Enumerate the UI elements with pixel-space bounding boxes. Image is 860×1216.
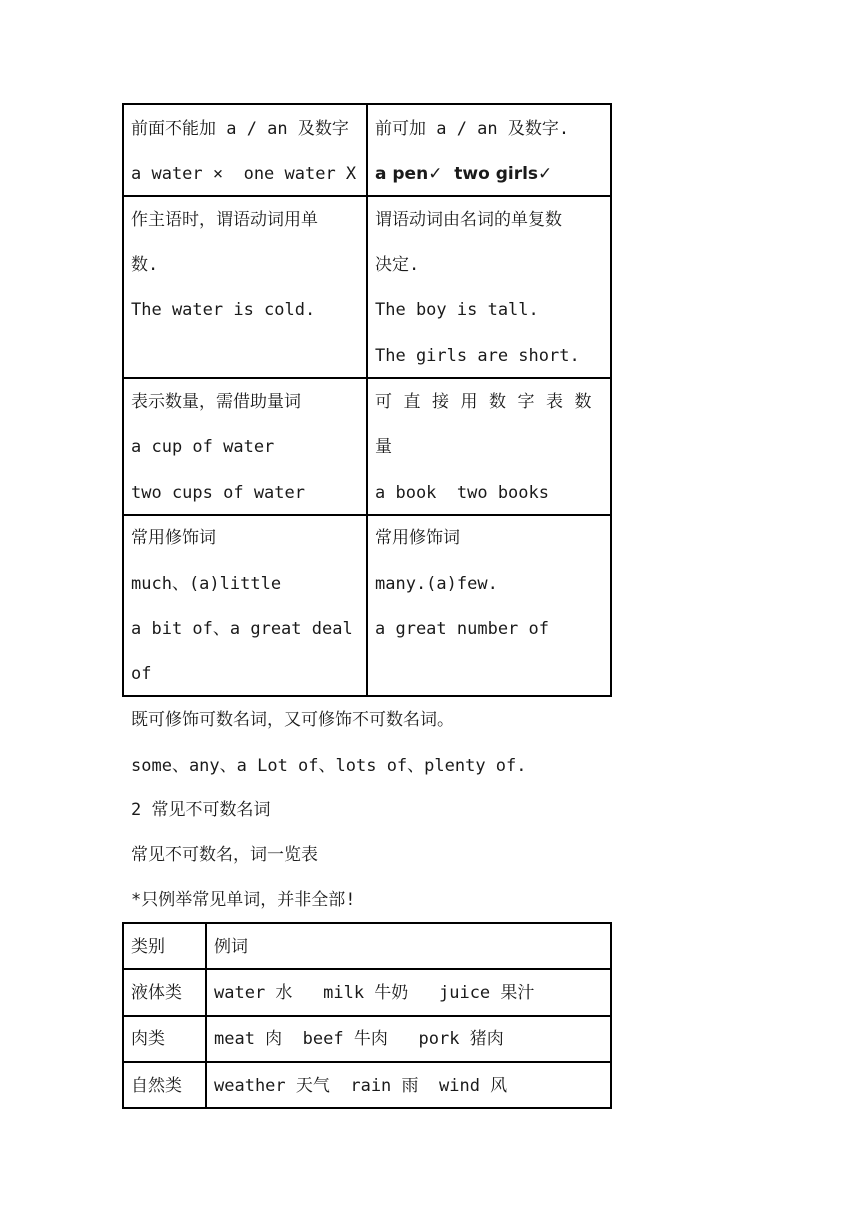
table-rule bbox=[122, 922, 612, 924]
table-cell-text: a great number of bbox=[375, 619, 549, 639]
table-cell-text: 自然类 bbox=[131, 1076, 182, 1096]
table-cell-text: 表示数量，需借助量词 bbox=[131, 392, 301, 412]
table-cell-text: 液体类 bbox=[131, 983, 182, 1003]
table-cell-text: a pen✓ two girls✓ bbox=[375, 164, 553, 184]
table-cell-text: 决定. bbox=[375, 255, 420, 275]
table-header-cell: 类别 bbox=[131, 937, 165, 957]
table-cell-text: much、(a)little bbox=[131, 574, 282, 594]
table-cell-text: 前面不能加 a / an 及数字 bbox=[131, 119, 349, 139]
table-rule bbox=[122, 1107, 612, 1109]
paragraph: 既可修饰可数名词，又可修饰不可数名词。 bbox=[131, 710, 454, 730]
table-rule bbox=[610, 922, 612, 1109]
table-cell-text: water 水 milk 牛奶 juice 果汁 bbox=[214, 983, 535, 1003]
table-cell-text: 常用修饰词 bbox=[375, 528, 460, 548]
table-cell-text: meat 肉 beef 牛肉 pork 猪肉 bbox=[214, 1029, 504, 1049]
table-cell-text: a book two books bbox=[375, 483, 549, 503]
table-cell-text: The water is cold. bbox=[131, 300, 316, 320]
table-cell-text: The girls are short. bbox=[375, 346, 580, 366]
table-cell-text: 前可加 a / an 及数字. bbox=[375, 119, 570, 139]
table-cell-text: 数. bbox=[131, 255, 159, 275]
paragraph: some、any、a Lot of、lots of、plenty of. bbox=[131, 756, 527, 776]
table-cell-text: a cup of water bbox=[131, 437, 275, 457]
table-cell-text: many.(a)few. bbox=[375, 574, 498, 594]
table-rule bbox=[122, 103, 124, 697]
table-cell-text: The boy is tall. bbox=[375, 300, 539, 320]
table-cell-text: of bbox=[131, 664, 152, 684]
table-cell-text: 量 bbox=[375, 437, 392, 457]
section-heading: 2 常见不可数名词 bbox=[131, 800, 271, 820]
table-rule bbox=[122, 1015, 612, 1017]
table-cell-text: a bit of、a great deal bbox=[131, 619, 353, 639]
table-rule bbox=[366, 103, 368, 697]
table-cell-text: two cups of water bbox=[131, 483, 305, 503]
table-rule bbox=[122, 968, 612, 970]
table-cell-text: weather 天气 rain 雨 wind 风 bbox=[214, 1076, 508, 1096]
table-cell-text: 常用修饰词 bbox=[131, 528, 216, 548]
table-cell-text: 作主语时，谓语动词用单 bbox=[131, 210, 318, 230]
note: *只例举常见单词，并非全部! bbox=[131, 890, 356, 910]
table-cell-text: 肉类 bbox=[131, 1029, 165, 1049]
table-rule bbox=[122, 922, 124, 1109]
table-header-cell: 例词 bbox=[214, 937, 248, 957]
table-cell-text: 谓语动词由名词的单复数 bbox=[375, 210, 562, 230]
paragraph: 常见不可数名，词一览表 bbox=[131, 845, 318, 865]
table-cell-text: a water × one water X bbox=[131, 164, 357, 184]
table-rule bbox=[610, 103, 612, 697]
table-rule bbox=[122, 1061, 612, 1063]
table-cell-text: 可直接用数字表数 bbox=[375, 392, 603, 412]
table-rule bbox=[205, 922, 207, 1109]
